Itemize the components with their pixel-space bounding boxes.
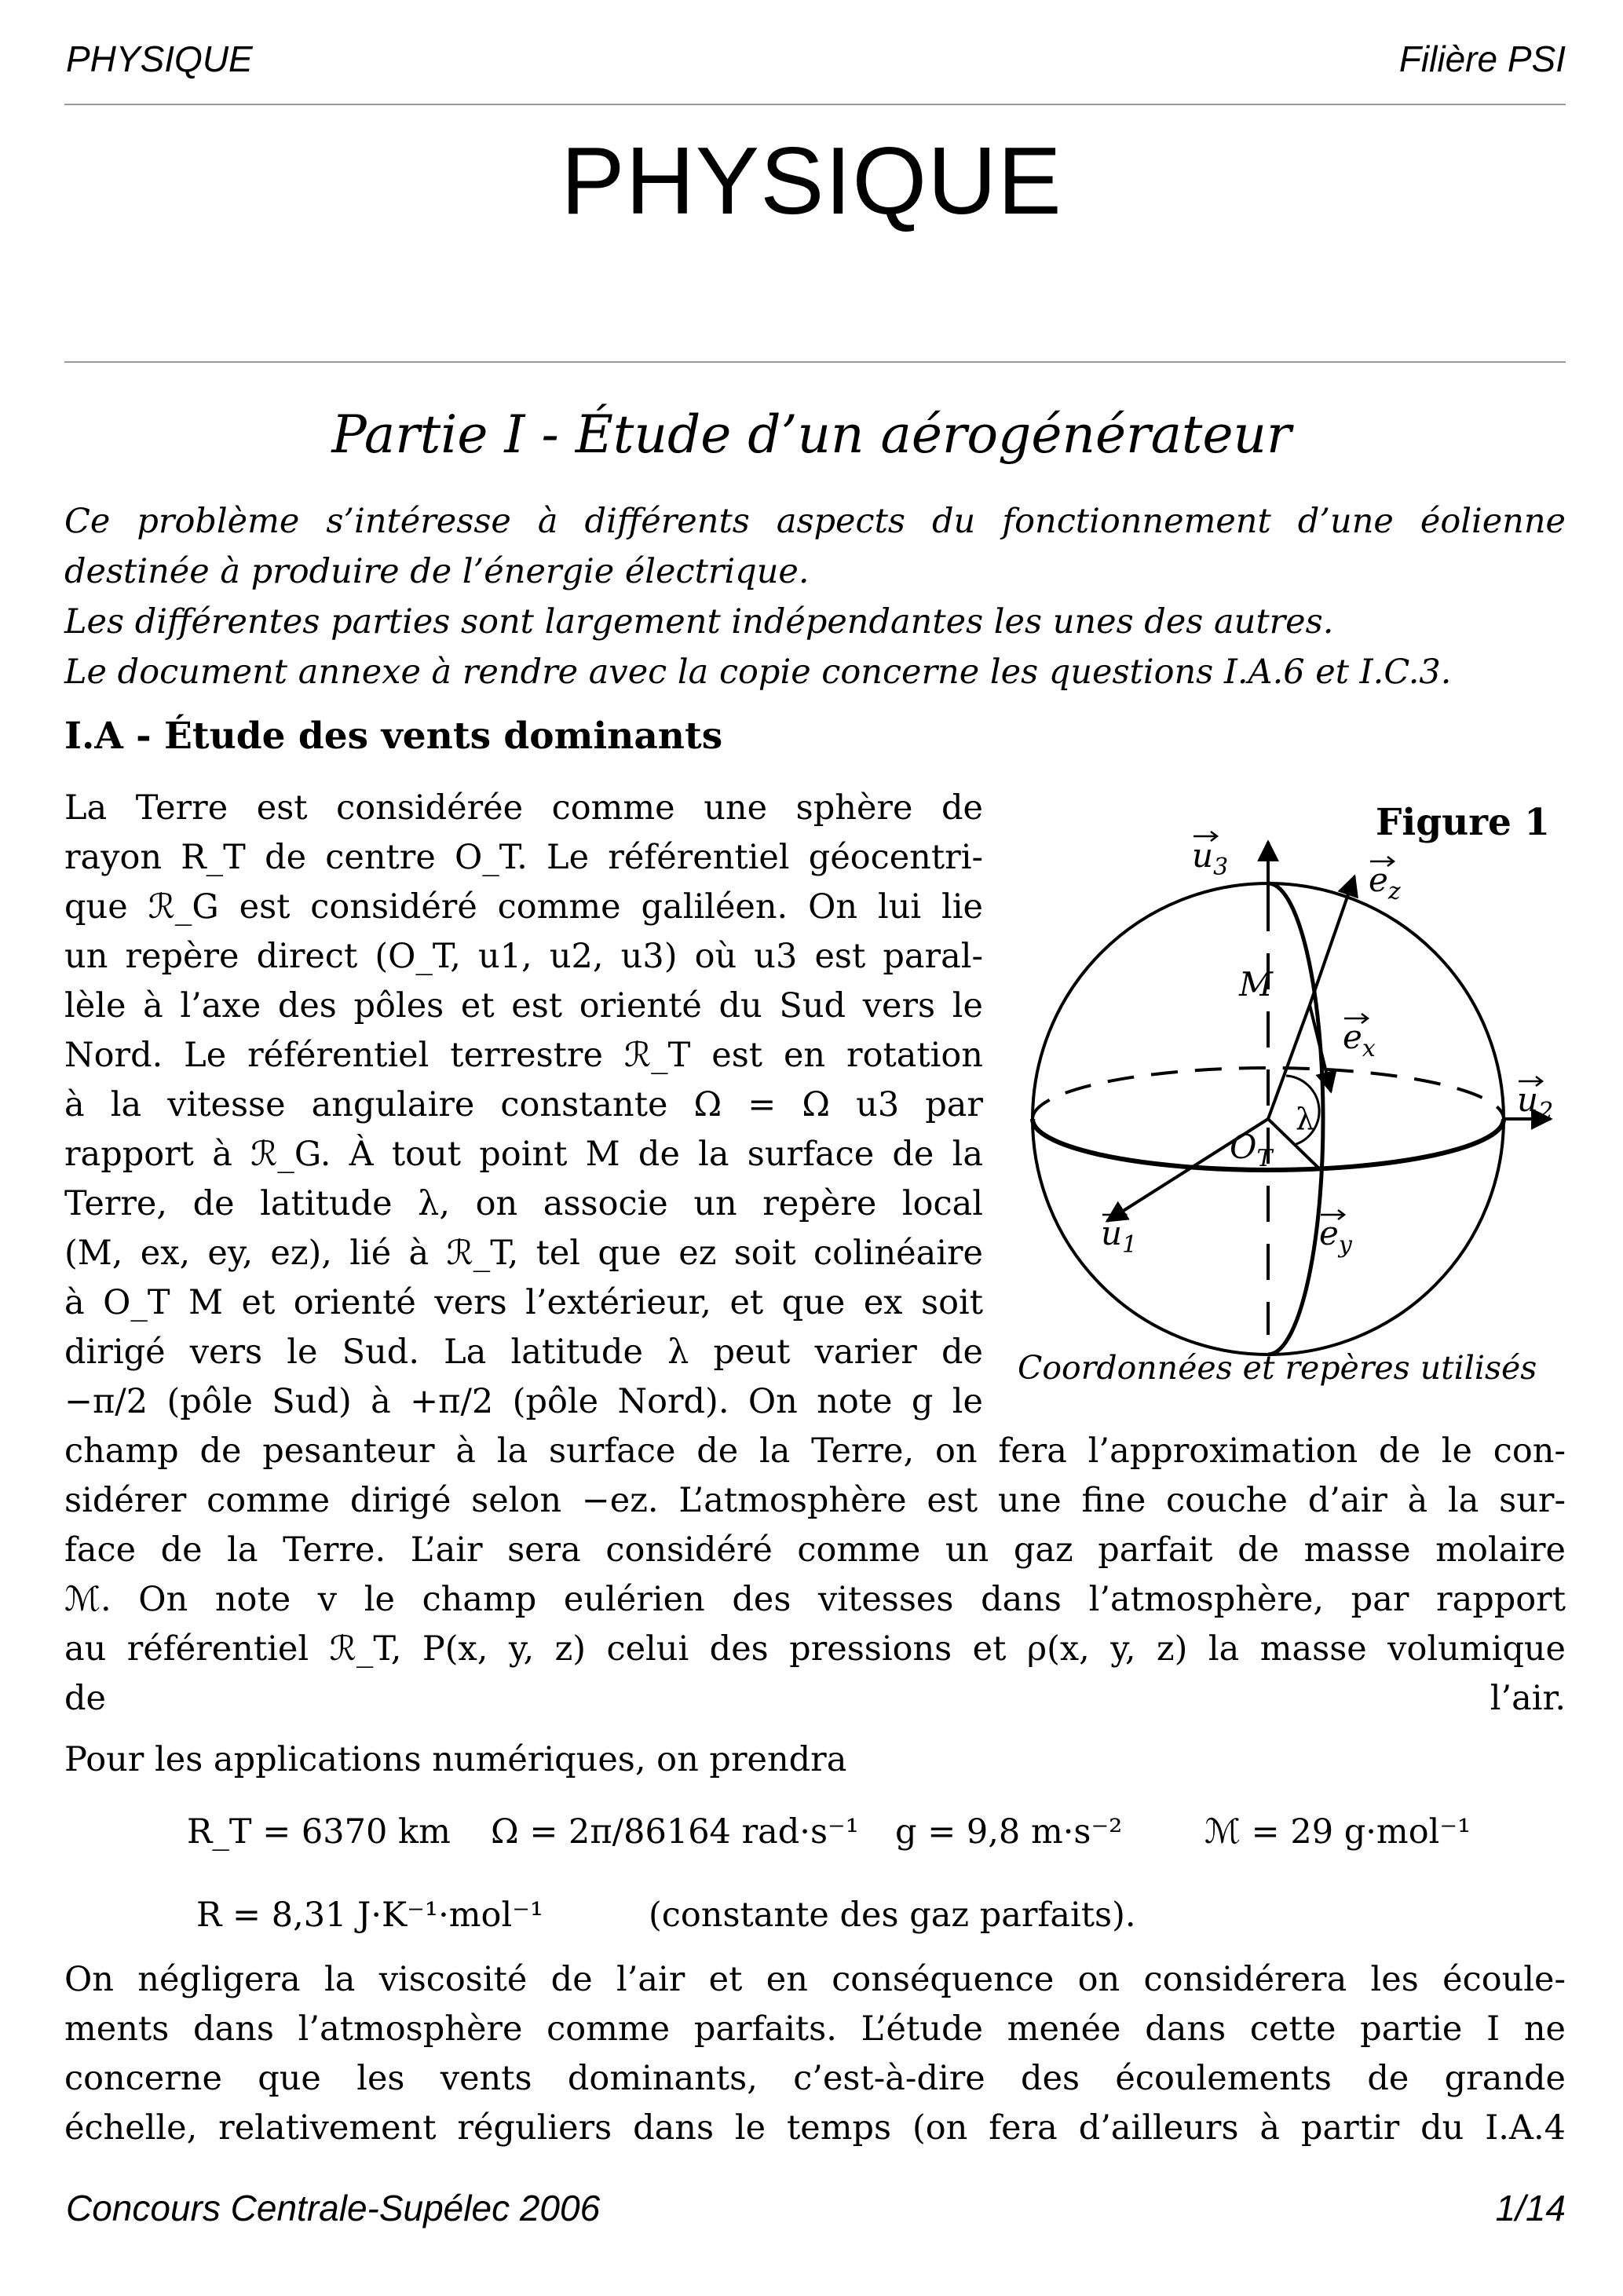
text-line: Nord. Le référentiel terrestre ℛ_T est en rotation [64,1036,983,1075]
text-line: au référentiel ℛ_T, P(x, y, z) celui des pressions et ρ(x, y, z) la masse volumique [64,1629,1566,1669]
text-line: ℳ. On note v le champ eulérien des vitesses dans l’atmosphère, par rapport [64,1580,1566,1619]
ex-arrow [1310,1005,1331,1091]
label-u1: $u_1$ [1101,1214,1138,1259]
earth-diagram [997,817,1563,1358]
paragraph-1 [64,784,983,1427]
title-rule [64,361,1566,363]
intro-line: Le document annexe à rendre avec la copie concerne les questions I.A.6 et I.C.3. [64,653,1452,692]
text-line: Terre, de latitude λ, on associe un repère local [64,1184,983,1223]
label-u3: $u_3$ [1192,836,1229,881]
text-line: de l’air. [64,1679,1566,1718]
intro-block [64,496,1566,697]
text-line: rapport à ℛ_G. À tout point M de la surface de la [64,1135,983,1174]
section-title: I.A - Étude des vents dominants [64,715,723,758]
numeric-intro: Pour les applications numériques, on prendra [64,1740,847,1779]
paragraph-2 [64,1955,1566,2153]
ez-arrow [1310,876,1354,1005]
constant-g: g = 9,8 m·s⁻² [895,1812,1123,1852]
label-ey: $e_y$ [1319,1214,1352,1259]
header-left: PHYSIQUE [66,38,253,79]
header-rule [64,104,1566,105]
text-line: sidérer comme dirigé selon −ez. L’atmosphère est une fine couche d’air à la sur- [64,1481,1566,1520]
text-line: On négligera la viscosité de l’air et en conséquence on considérera les écoule- [64,1960,1566,1999]
paragraph-1-cont [64,1427,1566,1724]
text-line: La Terre est considérée comme une sphère de [64,788,983,828]
text-line: que ℛ_G est considéré comme galiléen. On lui lie [64,887,983,927]
text-line: (M, ex, ey, ez), lié à ℛ_T, tel que ez soit colinéaire [64,1234,983,1273]
constant-R-note: (constante des gaz parfaits). [649,1896,1136,1935]
intro-line: Les différentes parties sont largement indépendantes les unes des autres. [64,602,1334,642]
label-ex: $e_x$ [1343,1018,1376,1062]
text-line: champ de pesanteur à la surface de la Terre, on fera l’approximation de le con- [64,1431,1566,1471]
figure-caption: Coordonnées et repères utilisés [1018,1349,1537,1387]
constant-omega: Ω = 2π/86164 rad·s⁻¹ [491,1812,859,1852]
text-line: à O_T M et orienté vers l’extérieur, et que ex soit [64,1283,983,1322]
text-line: échelle, relativement réguliers dans le temps (on fera d’ailleurs à partir du I.A.4 [64,2108,1566,2148]
text-line: rayon R_T de centre O_T. Le référentiel géocentri- [64,838,983,877]
label-u2: $u_2$ [1517,1080,1554,1125]
header-right: Filière PSI [1398,38,1566,79]
label-ez: $e_z$ [1369,861,1401,905]
label-lambda: λ [1296,1102,1315,1136]
text-line: concerne que les vents dominants, c’est-à-dire des écoulements de grande [64,2059,1566,2098]
text-line: ments dans l’atmosphère comme parfaits. L’étude menée dans cette partie I ne [64,2009,1566,2049]
intro-line: Ce problème s’intéresse à différents aspects du fonctionnement d’une éolienne [64,502,1566,541]
text-line: un repère direct (O_T, u1, u2, u3) où u3 est paral- [64,937,983,976]
label-OT: $O_T$ [1230,1128,1273,1172]
text-line: face de la Terre. L’air sera considéré comme un gaz parfait de masse molaire [64,1530,1566,1570]
text-line: −π/2 (pôle Sud) à +π/2 (pôle Nord). On note g le [64,1382,983,1421]
footer-left: Concours Centrale-Supélec 2006 [66,2188,601,2228]
intro-line: destinée à produire de l’énergie électrique. [64,552,810,591]
label-M: M [1239,965,1274,1004]
constant-R: R = 8,31 J·K⁻¹·mol⁻¹ [196,1896,544,1935]
text-line: dirigé vers le Sud. La latitude λ peut varier de [64,1333,983,1372]
figure-title: Figure 1 [1376,801,1550,844]
constant-M: ℳ = 29 g·mol⁻¹ [1204,1812,1471,1852]
text-line: à la vitesse angulaire constante Ω = Ω u3 par [64,1085,983,1124]
part-title: Partie I - Étude d’un aérogénérateur [331,404,1292,465]
text-line: lèle à l’axe des pôles et est orienté du Sud vers le [64,986,983,1026]
constant-RT: R_T = 6370 km [187,1812,451,1852]
page-title: PHYSIQUE [561,127,1062,234]
footer-right: 1/14 [1495,2188,1566,2228]
